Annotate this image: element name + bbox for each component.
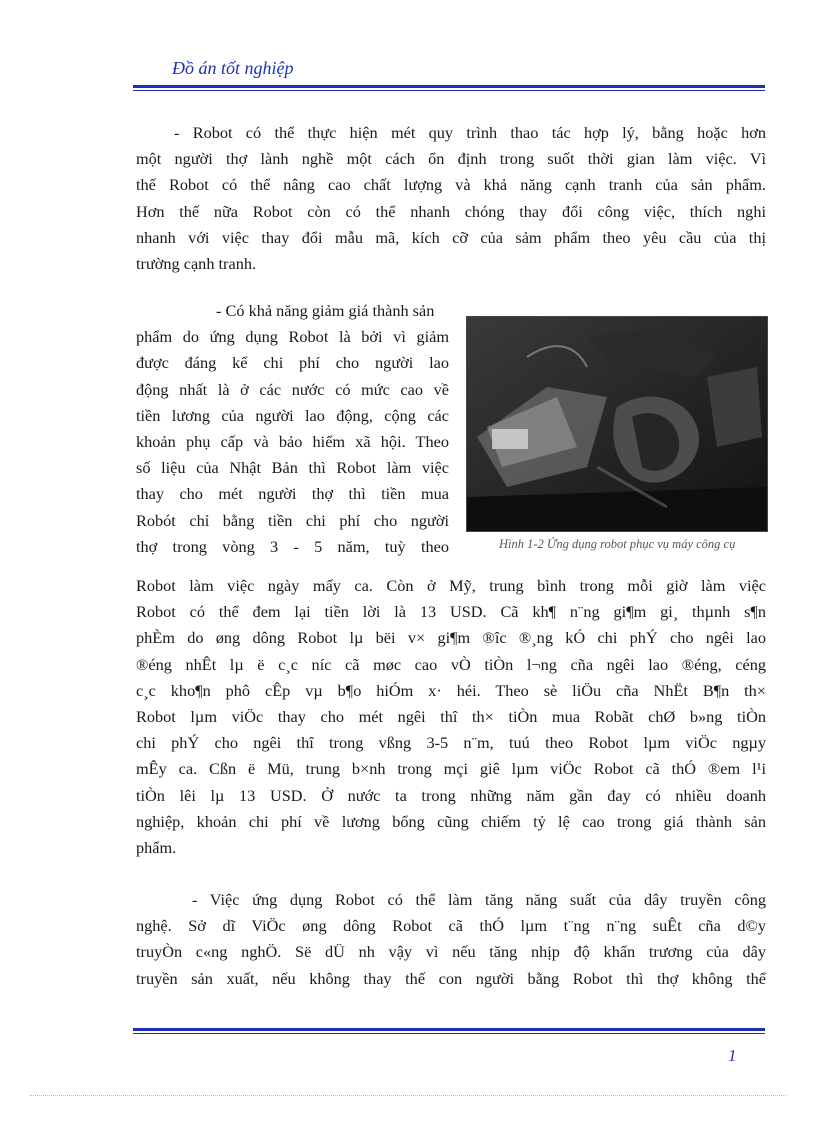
- text-line: số liệu của Nhật Bản thì Robot làm việc: [136, 458, 449, 478]
- text-line: - Việc ứng dụng Robot có thể làm tăng năng suất của dây truyền công: [192, 890, 766, 909]
- text-line: động nhất là ở các nước có mức cao về: [136, 379, 449, 399]
- text-line: phẩm do ứng dụng Robot là bởi vì giảm: [136, 327, 449, 347]
- figure-caption: Hình 1-2 Ứng dụng robot phục vụ máy công cụ: [499, 537, 736, 551]
- text-line: ®éng nhÊt lµ ë c¸c níc cã møc cao vÒ tiÒn l¬ng cña ngêi lao ®éng, céng: [136, 654, 766, 674]
- text-line: chi phÝ cho ngêi thî trong vßng 3-5 n¨m, tuú theo Robot lµm viÖc ngµy: [136, 733, 766, 753]
- text-line: thay cho mét người thợ thì tiền mua: [136, 484, 449, 504]
- text-line: - Robot có thể thực hiện mét quy trình thao tác hợp lý, bằng hoặc hơn: [174, 123, 766, 142]
- text-line: Robót chỉ bằng tiền chi phí cho người: [136, 510, 449, 530]
- text-line: Robot có thể đem lại tiền lời là 13 USD. Cã kh¶ n¨ng gi¶m gi¸ thµnh s¶n: [136, 602, 766, 622]
- text-line: Robot làm việc ngày mấy ca. Còn ở Mỹ, trung bình trong mỗi giờ làm việc: [136, 576, 766, 595]
- text-line: phẩm.: [136, 837, 177, 857]
- text-line: trường cạnh tranh.: [136, 253, 257, 273]
- text-line: Robot lµm viÖc thay cho mét ngêi thî th× tiÒn mua Robãt chØ b»ng tiÒn: [136, 706, 766, 726]
- text-line: thế Robot có thể nâng cao chất lượng và khả năng cạnh tranh của sản phẩm.: [136, 175, 766, 195]
- text-line: mÊy ca. Cßn ë Mü, trung b×nh trong mçi giê lµm viÖc Robot cã thÓ ®em l¹i: [136, 759, 766, 779]
- text-line: nghệ. Sở dĩ ViÖc øng dông Robot cã thÓ lµm t¨ng n¨ng suÊt cña d©y: [136, 916, 766, 936]
- page-bottom-divider: [30, 1095, 786, 1096]
- paragraph-cost-continued: [136, 573, 766, 861]
- paragraph-quality: [136, 120, 766, 277]
- document-header-title: Đồ án tốt nghiệp: [172, 58, 294, 78]
- text-line: nghiệp, khoản chi phí về lương bổng cũng chiếm tỷ lệ cao trong giá thành sản: [136, 811, 766, 831]
- text-line: phÈm do øng dông Robot lµ bëi v× gi¶m ®îc ®¸ng kÓ chi phÝ cho ngêi lao: [136, 628, 766, 648]
- page-number: 1: [728, 1046, 737, 1065]
- text-line: khoản phụ cấp và bảo hiểm xã hội. Theo: [136, 431, 449, 451]
- robot-machine-tool-photo: [466, 316, 768, 532]
- text-line: nhanh với việc thay đổi mẫu mã, kích cỡ của sảm phẩm theo yêu cầu của thị: [136, 227, 766, 247]
- text-line: Hơn thế nữa Robot còn có thể nhanh chóng thay đổi công việc, thích nghi: [136, 201, 766, 221]
- text-line: tiÒn lêi lµ 13 USD. Ở nước ta trong những năm gần đay có nhiều doanh: [136, 785, 766, 805]
- header-rule: [133, 85, 765, 91]
- paragraph-cost-wrapped: [136, 298, 449, 560]
- paragraph-productivity: [136, 887, 766, 992]
- text-line: tiền lương của người lao động, cộng các: [136, 405, 449, 425]
- text-line: truyền sản xuất, nếu không thay thế con người bằng Robot thì thợ không thể: [136, 968, 766, 988]
- text-line: truyÒn c«ng nghÖ. Së dÜ nh vậy vì nếu tăng nhịp độ khẩn trương của dây: [136, 942, 766, 962]
- text-line: c¸c kho¶n phô cÊp vµ b¶o hiÓm x· héi. Theo sè liÖu cña NhËt B¶n th×: [136, 680, 766, 700]
- text-line: - Có khả năng giảm giá thành sản: [216, 301, 435, 320]
- text-line: thợ trong vòng 3 - 5 năm, tuỳ theo: [136, 536, 449, 556]
- text-line: được đáng kể chi phí cho người lao: [136, 353, 449, 373]
- text-line: một người thợ lành nghề một cách ổn định trong suốt thời gian làm việc. Vì: [136, 149, 766, 169]
- footer-rule: [133, 1028, 765, 1034]
